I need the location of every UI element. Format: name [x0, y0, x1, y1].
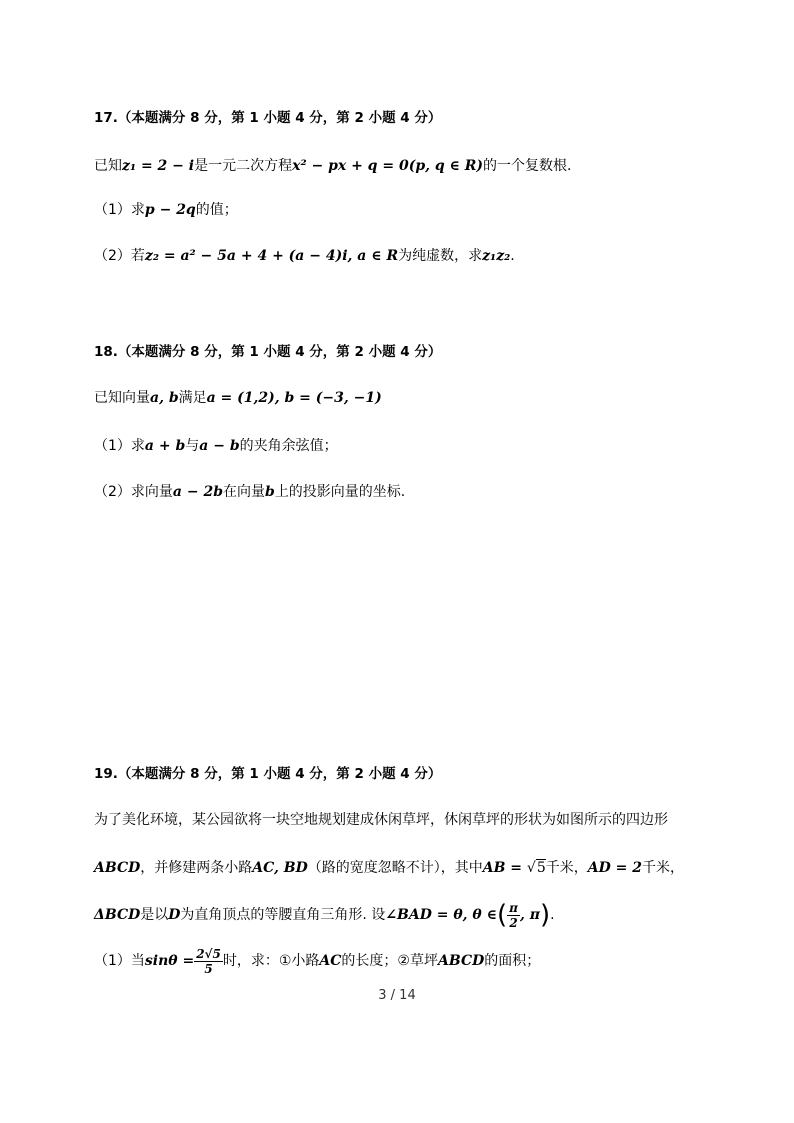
- q19-line1: 为了美化环境，某公园欲将一块空地规划建成休闲草坪，休闲草坪的形状为如图所示的四边形: [94, 812, 668, 828]
- q18-p1-mid: 与: [185, 438, 200, 454]
- q19-lawn-abcd: ABCD: [437, 953, 485, 969]
- q18-p2-pre: （2）求向量: [94, 484, 173, 500]
- q18-intro: [94, 388, 382, 408]
- q18-p2-expr1: a − 2b: [172, 484, 224, 500]
- q17-p2-post: .: [510, 248, 515, 264]
- q19-pi-half-fraction: $\frac{\pi}{2}$: [509, 900, 518, 930]
- q17-intro-mid: 是一元二次方程: [194, 158, 293, 174]
- page-number: 3 / 14: [378, 988, 416, 1003]
- q19-paths: AC, BD: [252, 860, 308, 876]
- q17-intro-pre: 已知: [94, 158, 122, 174]
- q18-part2: [94, 482, 405, 502]
- q19-part1: [94, 946, 540, 976]
- q19-line2-f: 千米，: [545, 860, 588, 876]
- q19-header: 19.（本题满分 8 分，第 1 小题 4 分，第 2 小题 4 分）: [94, 766, 442, 782]
- q19-path-ac: AC: [319, 953, 342, 969]
- q19-angle-expr: ∠BAD = θ, θ ∈: [385, 907, 498, 923]
- q18-intro-mid: 满足: [178, 390, 207, 406]
- q19-sin-expr: sinθ =: [144, 953, 195, 969]
- q18-intro-pre: 已知向量: [94, 390, 150, 406]
- q17-p1-pre: （1）求: [94, 202, 145, 218]
- q19-line2-b: ，并修建两条小路: [140, 860, 253, 876]
- q19-ab-expr: AB =: [482, 860, 527, 876]
- q17-p2-expr: z₂ = a² − 5a + 4 + (a − 4)i, a ∈ R: [144, 248, 399, 264]
- q18-p1-diff: a − b: [199, 438, 240, 454]
- q17-header: 17.（本题满分 8 分，第 1 小题 4 分，第 2 小题 4 分）: [94, 110, 442, 126]
- q19-line2-d: （路的宽度忽略不计），其中: [307, 860, 483, 876]
- q19-sqrt-value: 5: [536, 860, 546, 876]
- q18-p2-expr2: b: [265, 484, 275, 500]
- q19-line2-h: 千米，: [642, 860, 684, 876]
- q19-p1-mid: 时，求：①小路: [222, 953, 320, 969]
- q19-vertex-d: D: [168, 907, 181, 923]
- q19-line3-d: 为直角顶点的等腰直角三角形. 设: [180, 907, 386, 923]
- q18-p1-sum: a + b: [144, 438, 186, 454]
- q19-quad-abcd: ABCD: [94, 860, 141, 876]
- q18-vectors: a, b: [150, 390, 179, 406]
- q18-vector-values: a = (1,2), b = (−3, −1): [206, 390, 382, 406]
- q17-intro-post: 的一个复数根.: [483, 158, 572, 174]
- q19-line3-b: 是以: [140, 907, 169, 923]
- q19-line3: ΔBCD是以D为直角顶点的等腰直角三角形. 设∠BAD = θ, θ ∈( $\frac{\pi}{2}$ , π).: [94, 900, 555, 930]
- q19-p1-post: 的面积；: [484, 953, 541, 969]
- q18-p2-post: 上的投影向量的坐标.: [274, 484, 406, 500]
- q17-p2-pre: （2）若: [94, 248, 145, 264]
- q17-p2-mid: 为纯虚数，求: [398, 248, 483, 264]
- q18-header: 18.（本题满分 8 分，第 1 小题 4 分，第 2 小题 4 分）: [94, 344, 442, 360]
- q17-p1-post: 的值；: [195, 202, 238, 218]
- q18-p1-post: 的夹角余弦值；: [239, 438, 338, 454]
- q19-p1-pre: （1）当: [94, 953, 145, 969]
- q19-line2: ABCD，并修建两条小路AC, BD（路的宽度忽略不计），其中AB = √5千米，AD = 2千米，: [94, 860, 684, 876]
- q17-equation: x² − px + q = 0(p, q ∈ R): [292, 158, 484, 174]
- q18-p1-pre: （1）求: [94, 438, 145, 454]
- q17-intro: [94, 156, 571, 176]
- q17-z1-expr: z₁ = 2 − i: [122, 158, 195, 174]
- q19-sin-fraction: $\frac{2√5}{5}$: [196, 946, 221, 976]
- q18-part1: [94, 436, 338, 456]
- q17-p2-expr2: z₁z₂: [482, 248, 511, 264]
- q19-triangle-bcd: ΔBCD: [94, 907, 141, 923]
- q19-ad-expr: AD = 2: [587, 860, 642, 876]
- q19-line3-g: .: [550, 907, 555, 923]
- q19-p1-mid2: 的长度；②草坪: [341, 953, 438, 969]
- q18-p2-mid: 在向量: [223, 484, 266, 500]
- q19-interval-end: , π: [519, 907, 540, 923]
- q17-part2: [94, 246, 515, 266]
- q17-p1-expr: p − 2q: [144, 202, 196, 218]
- q17-part1: [94, 200, 238, 220]
